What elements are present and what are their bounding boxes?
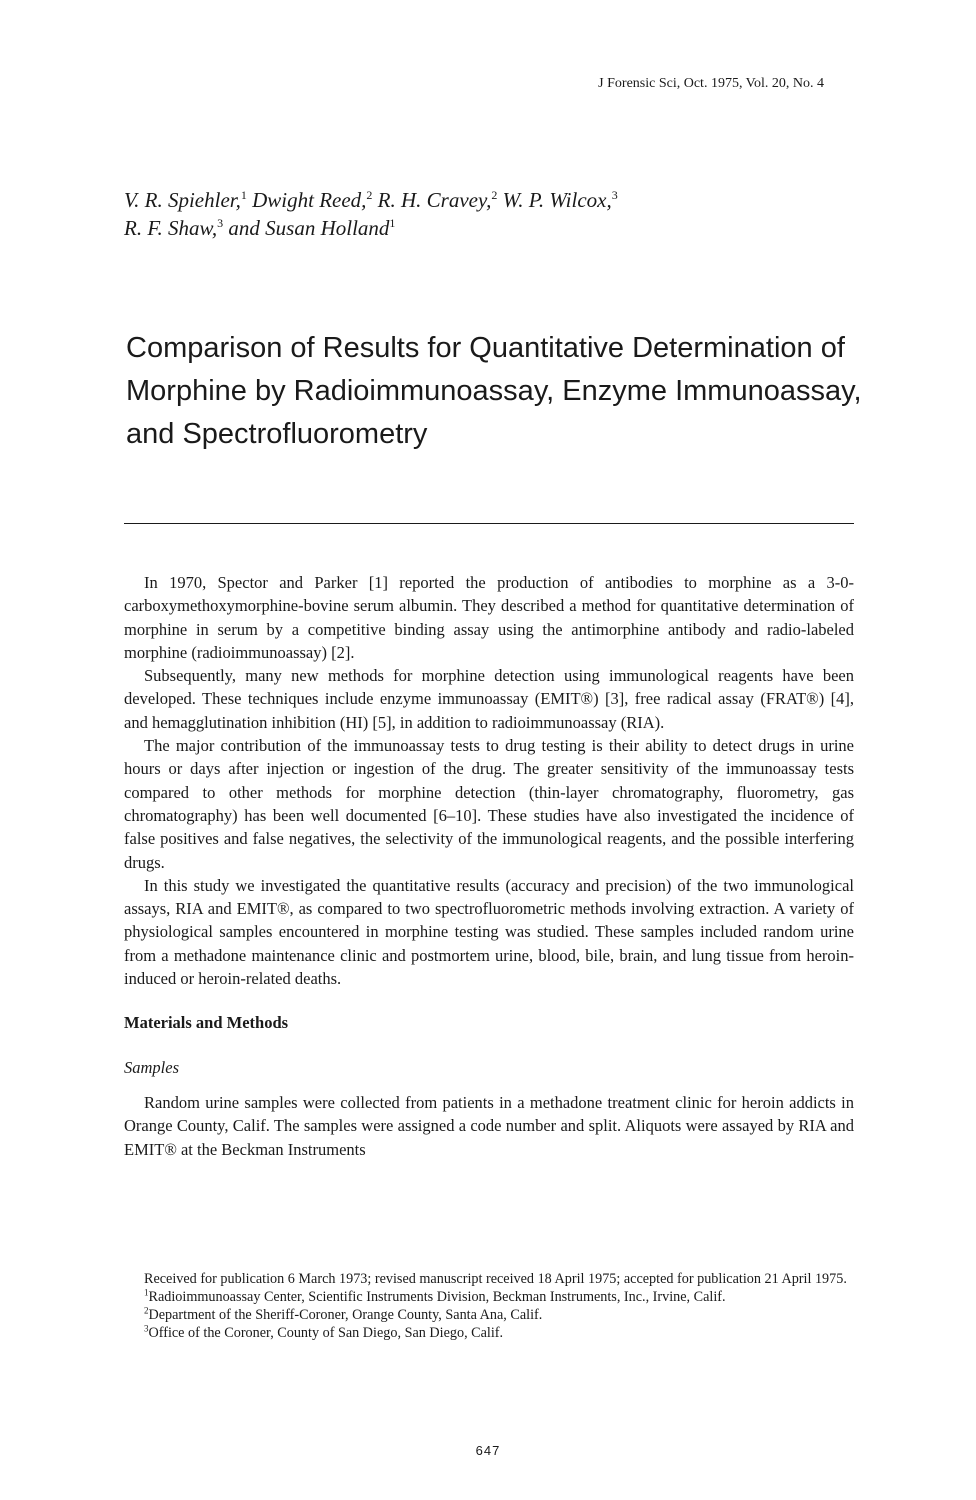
footnote-text: Office of the Coroner, County of San Diego, San Diego, Calif.	[148, 1325, 504, 1341]
body-paragraph: In 1970, Spector and Parker [1] reported the production of antibodies to morphine as a 3-0-carboxymethoxymorphine-bovine serum albumin. They described a method for quantitative determination of morphine in serum by a competitive binding assay using the antimorphine antibody and radio-labeled morphine (radioimmunoassay) [2].	[124, 573, 854, 662]
author-line-2	[124, 214, 854, 242]
footnote	[124, 1306, 854, 1324]
affiliation-mark: 2	[491, 188, 498, 202]
footnote-text: Department of the Sheriff-Coroner, Orange County, Santa Ana, Calif.	[148, 1307, 543, 1323]
affiliation-mark: 1	[240, 188, 247, 202]
author-list	[124, 186, 854, 242]
page-number: 647	[475, 1443, 501, 1458]
body-paragraph: Random urine samples were collected from patients in a methadone treatment clinic for heroin addicts in Orange County, Calif. The samples were assigned a code number and split. Aliquots were assayed by RIA and EMIT® at the Beckman Instruments	[124, 1092, 854, 1159]
affiliation-mark: 1	[389, 216, 396, 230]
section-heading: Materials and Methods	[124, 1013, 289, 1033]
article-body	[124, 571, 854, 1161]
received-note: Received for publication 6 March 1973; revised manuscript received 18 April 1975; accepted for publication 21 April 1975.	[144, 1271, 847, 1287]
footnote-mark: 3	[144, 1323, 149, 1334]
body-paragraph: Subsequently, many new methods for morphine detection using immunological reagents have been developed. These techniques include enzyme immunoassay (EMIT®) [3], free radical assay (FRAT®) [4], and hemagglutination inhibition (HI) [5], in addition to radioimmunoassay (RIA).	[124, 666, 854, 732]
author-line-1	[124, 186, 854, 214]
footnote-mark: 1	[144, 1287, 149, 1298]
footnote	[124, 1324, 854, 1342]
author-name: V. R. Spiehler,	[124, 188, 241, 212]
body-paragraph: The major contribution of the immunoassay tests to drug testing is their ability to detect drugs in urine hours or days after injection or ingestion of the drug. The greater sensitivity of the immunoassay tests compared to other methods for morphine detection (thin-layer chromatography, fluorometry, gas chromatography) has been well documented [6–10]. These studies have also investigated the incidence of false positives and false negatives, the selectivity of the immunological reagents, and the possible interfering drugs.	[124, 736, 854, 872]
footnotes	[124, 1270, 854, 1342]
author-name: W. P. Wilcox,	[497, 188, 612, 212]
author-name: and Susan Holland	[223, 216, 390, 240]
author-name: R. H. Cravey,	[372, 188, 492, 212]
footnote-mark: 2	[144, 1305, 149, 1316]
footnote-text: Radioimmunoassay Center, Scientific Instruments Division, Beckman Instruments, Inc., Irvine, Calif.	[148, 1289, 726, 1305]
running-head-citation: J Forensic Sci, Oct. 1975, Vol. 20, No. 4	[598, 76, 824, 91]
author-name: R. F. Shaw,	[124, 216, 218, 240]
body-paragraph: In this study we investigated the quantitative results (accuracy and precision) of the two immunological assays, RIA and EMIT®, as compared to two spectrofluorometric methods involving extraction. A variety of physiological samples encountered in morphine testing was studied. These samples included random urine from a methadone maintenance clinic and postmortem urine, blood, bile, brain, and lung tissue from heroin-induced or heroin-related deaths.	[124, 875, 854, 989]
affiliation-mark: 3	[217, 216, 224, 230]
subsection-heading: Samples	[124, 1057, 179, 1077]
title-divider	[124, 523, 854, 524]
author-name: Dwight Reed,	[246, 188, 367, 212]
affiliation-mark: 2	[366, 188, 373, 202]
article-title: Comparison of Results for Quantitative Determination of Morphine by Radioimmunoassay, Enzyme Immunoassay, and Spectrofluorometry	[126, 332, 862, 450]
affiliation-mark: 3	[611, 188, 618, 202]
footnote	[124, 1288, 854, 1306]
